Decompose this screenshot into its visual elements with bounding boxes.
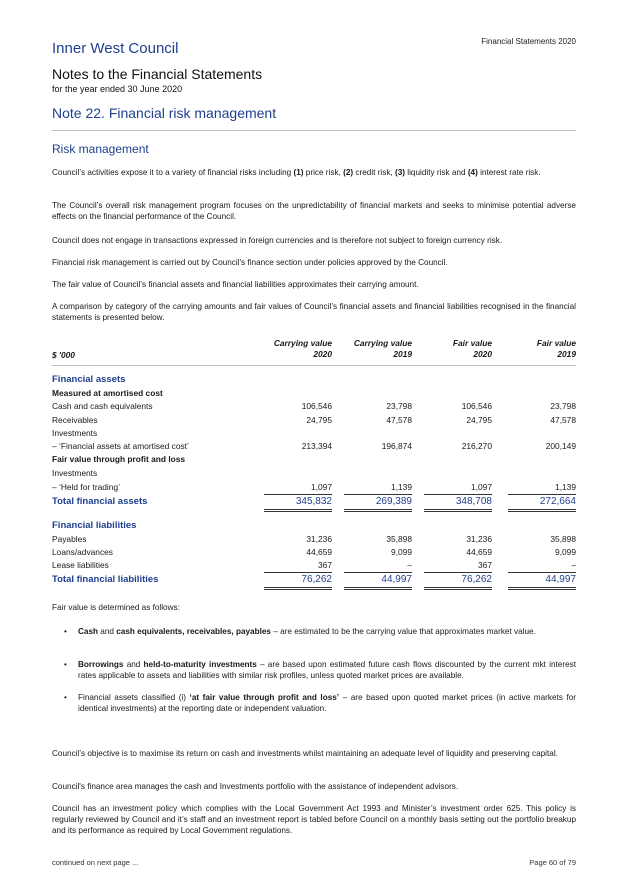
bullet-icon: •	[64, 660, 67, 669]
bullet-icon: •	[64, 627, 67, 636]
total-liabilities-row: Total financial liabilities 76,262 44,997 76,262 44,997	[52, 574, 576, 585]
document-page: Inner West Council Financial Statements 2020 Notes to the Financial Statements for the year ended 30 June 2020 Note 22. Financial risk management Risk management Council’s activities expose it to a variety of financial risks including (1) price risk, (2) credit risk, (3) liquidity risk and (4) interest rate risk. The Council’s overall risk management program focuses on the unpredictability of financial markets and seeks to minimise potential adverse effects on the financial performance of the Council. Council does not engage in transactions expressed in foreign currencies and is therefore not subject to foreign currency risk. Financial risk management is carried out by Council's finance section under policies approved by the Council. The fair value of Council’s financial assets and financial liabilities approximates their carrying amount. A comparison by category of the carrying amounts and fair values of Council’s financial assets and financial liabilities recognised in the financial statements is presented below. $ '000 Carrying value 2020 Carrying value 2019 Fair value 2020 Fair value 2019 Financial assets Measured at amortised cost Cash and cash equivalents 106,546 23,798 106,546 23,798 Receivables 24,795 47,578 24,795 47,578 Investments – ‘Financial assets at amortised cost’ 213,394 196,874 216,270 200,149 Fair value through profit and loss Investments – ‘Held for trading’ 1,097 1,139 1,097 1,139 Total financial assets 345,832 269,389 348,708 272,664 Financial liabilities Payables 31,236 35,898 31,236 35,898 Loans/advances 44,659 9,099 44,659 9,099 Lease liabilities 367 – 367 – Total financial liabilities 76,262 44,997 76,262 44,997 Fair value is determined as follows: • Cash and cash equivalents, receivables, payables – are estimated to be the carrying value that approximates market value. • Borrowings and held-to-maturity investments – are based upon estimated future cash flows discounted by the current mkt interest rates applicable to assets and liabilities with similar risk profiles, unless quoted market prices are available. • Financial assets classified (i) ‘at fair value through profit and loss’ – are based upon quoted market prices (in active markets for identical investments) at the reporting date or independent valuation. Council’s objective is to maximise its return on cash and investments whilst maintaining an adequate level of liquidity and preserving capital. Council's finance area manages the cash and Investments portfolio with the assistance of independent advisors. Council has an investment policy which complies with the Local Government Act 1993 and Minister’s investment order 625. This policy is regularly reviewed by Council and it’s staff and an investment report is tabled before Council on a monthly basis setting out the portfolio breakup and its performance as required by Local Government regulations. continued on next page ... Page 60 of 79	[52, 37, 576, 867]
total-rule	[344, 509, 412, 512]
table-row	[52, 374, 576, 385]
total-rule	[424, 587, 492, 590]
notes-title: Notes to the Financial Statements	[52, 66, 263, 82]
closing-paragraph-2: Council's finance area manages the cash and Investments portfolio with the assistance of independent advisors.	[52, 782, 459, 791]
subtotal-rule	[264, 572, 332, 573]
total-rule	[508, 509, 576, 512]
organisation-name: Inner West Council	[52, 40, 179, 57]
subtotal-rule	[264, 494, 332, 495]
table-row: Investments	[52, 428, 98, 438]
document-label: Financial Statements 2020	[481, 37, 576, 46]
total-rule	[508, 587, 576, 590]
table-row: Lease liabilities 367 – 367 –	[52, 560, 576, 570]
table-row: – ‘Held for trading’ 1,097 1,139 1,097 1,139	[52, 482, 576, 492]
subtotal-rule	[424, 494, 492, 495]
subtotal-rule	[508, 494, 576, 495]
fair-value-intro: Fair value is determined as follows:	[52, 603, 180, 612]
total-assets-row: Total financial assets 345,832 269,389 348,708 272,664	[52, 496, 576, 507]
table-row: – ‘Financial assets at amortised cost’ 213,394 196,874 216,270 200,149	[52, 441, 576, 451]
table-row: Investments	[52, 468, 98, 478]
table-row: Payables 31,236 35,898 31,236 35,898	[52, 534, 576, 544]
table-row	[52, 388, 576, 399]
subtotal-rule	[424, 572, 492, 573]
table-row: Loans/advances 44,659 9,099 44,659 9,099	[52, 547, 576, 557]
column-header: Fair value 2020	[452, 338, 492, 359]
table-row	[52, 520, 576, 531]
table-row: Receivables 24,795 47,578 24,795 47,578	[52, 415, 576, 425]
total-rule	[264, 509, 332, 512]
total-rule	[264, 587, 332, 590]
column-header: Carrying value 2019	[353, 338, 412, 359]
notes-subtitle: for the year ended 30 June 2020	[52, 84, 183, 94]
total-rule	[424, 509, 492, 512]
assets-heading: Financial assets	[52, 374, 126, 385]
closing-paragraph-3: Council has an investment policy which complies with the Local Government Act 1993 and Minister’s investment order 625. This policy is regularly reviewed by Council and it’s staff and an investment report is tabled before Council on a monthly basis setting out the portfolio breakup and its performance as required by Local Government regulations.	[52, 804, 576, 835]
continued-note: continued on next page ...	[52, 858, 139, 867]
total-rule	[344, 587, 412, 590]
intro-paragraph-5: The fair value of Council’s financial assets and financial liabilities approximates their carrying amount.	[52, 280, 419, 289]
page-number: Page 60 of 79	[529, 858, 576, 867]
table-unit-label: $ '000	[52, 350, 75, 360]
note-title: Note 22. Financial risk management	[52, 105, 277, 121]
subtotal-rule	[344, 494, 412, 495]
intro-paragraph-1: Council’s activities expose it to a variety of financial risks including (1) price risk, (2) credit risk, (3) liquidity risk and (4) interest rate risk.	[52, 168, 541, 177]
header-divider	[52, 365, 576, 366]
liabilities-heading: Financial liabilities	[52, 520, 137, 531]
closing-paragraph-1: Council’s objective is to maximise its return on cash and investments whilst maintaining an adequate level of liquidity and preserving capital.	[52, 749, 558, 758]
title-divider	[52, 130, 576, 131]
subtotal-rule	[508, 572, 576, 573]
intro-paragraph-3: Council does not engage in transactions expressed in foreign currencies and is therefore not subject to foreign currency risk.	[52, 236, 503, 245]
amortised-heading: Measured at amortised cost	[52, 388, 163, 398]
section-title: Risk management	[52, 142, 149, 156]
table-row: Cash and cash equivalents 106,546 23,798 106,546 23,798	[52, 401, 576, 411]
subtotal-rule	[344, 572, 412, 573]
intro-paragraph-6: A comparison by category of the carrying amounts and fair values of Council’s financial assets and financial liabilities recognised in the financial statements is presented below.	[52, 302, 576, 322]
bullet-icon: •	[64, 693, 67, 702]
intro-paragraph-4: Financial risk management is carried out by Council's finance section under policies approved by the Council.	[52, 258, 448, 267]
table-row	[52, 454, 576, 465]
intro-paragraph-2: The Council’s overall risk management program focuses on the unpredictability of financial markets and seeks to minimise potential adverse effects on the financial performance of the Council.	[52, 201, 576, 221]
column-header: Carrying value 2020	[273, 338, 332, 359]
column-header: Fair value 2019	[536, 338, 576, 359]
fvtpl-heading: Fair value through profit and loss	[52, 454, 186, 464]
